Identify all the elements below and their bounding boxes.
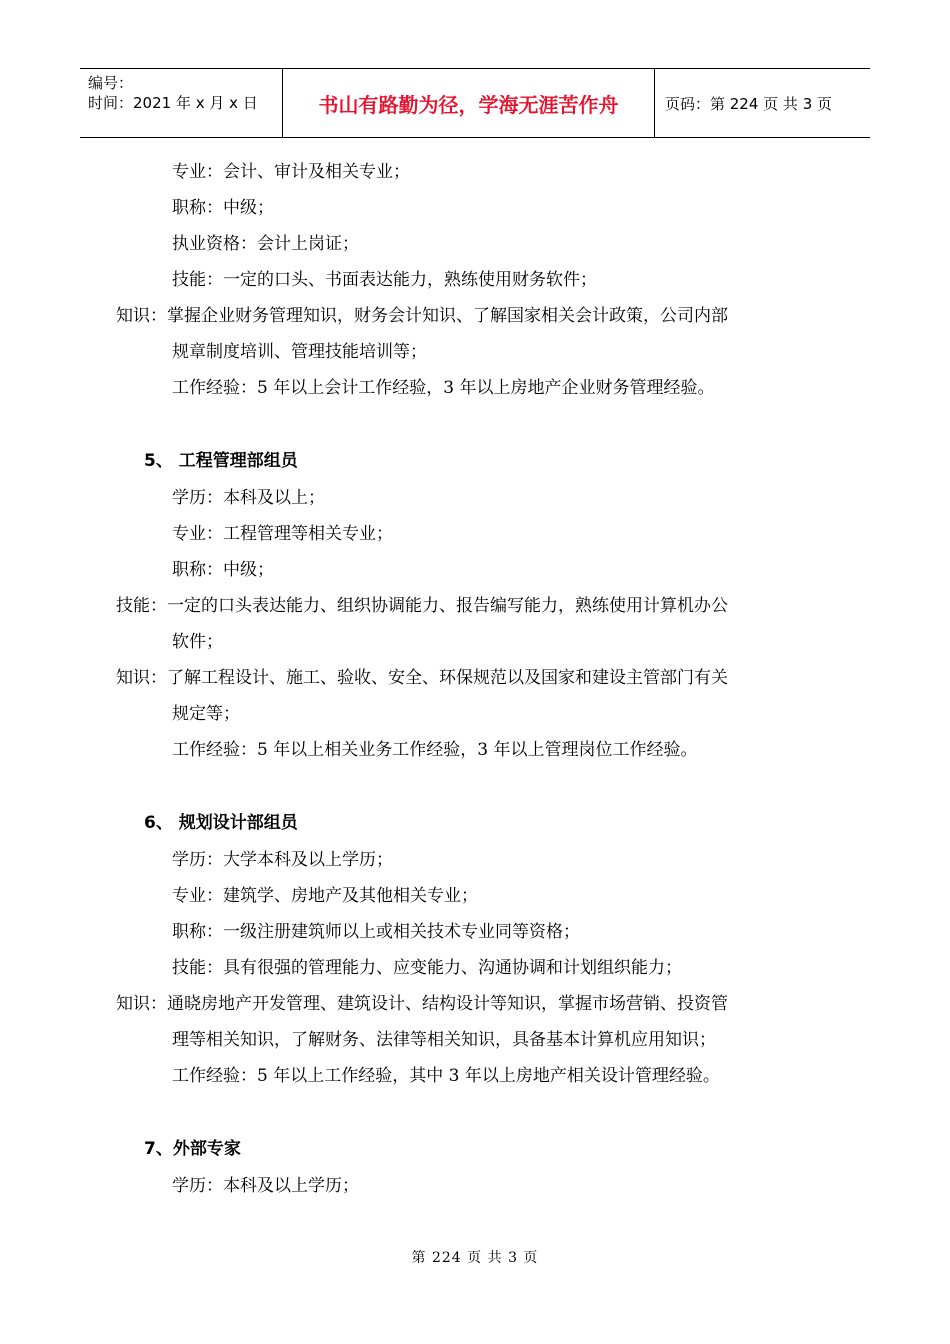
- body-line: 工作经验：5 年以上相关业务工作经验，3 年以上管理岗位工作经验。: [172, 740, 698, 760]
- header-motto: 书山有路勤为径，学海无涯苦作舟: [318, 92, 619, 117]
- body-line: 工作经验：5 年以上会计工作经验，3 年以上房地产企业财务管理经验。: [172, 378, 715, 398]
- doc-number-label: 编号：: [88, 74, 134, 92]
- header-page-label: 页码：第 224 页 共 3 页: [665, 94, 833, 113]
- body-line: 规定等；: [172, 704, 240, 724]
- body-line: 工作经验：5 年以上工作经验，其中 3 年以上房地产相关设计管理经验。: [172, 1066, 720, 1086]
- body-line: 知识：通晓房地产开发管理、建筑设计、结构设计等知识，掌握市场营销、投资管: [116, 994, 728, 1014]
- header-motto-cell: [283, 69, 655, 137]
- section-heading: 5、 工程管理部组员: [144, 451, 298, 471]
- body-line: 知识：掌握企业财务管理知识，财务会计知识、了解国家相关会计政策，公司内部: [116, 306, 728, 326]
- section-heading: 7、外部专家: [144, 1139, 241, 1159]
- body-line: 职称：中级；: [172, 560, 274, 580]
- body-line: 规章制度培训、管理技能培训等；: [172, 342, 427, 362]
- body-line: 学历：本科及以上学历；: [172, 1176, 359, 1196]
- body-line: 技能：一定的口头、书面表达能力，熟练使用财务软件；: [172, 270, 597, 290]
- body-line: 专业：会计、审计及相关专业；: [172, 162, 410, 182]
- doc-time-label: 时间：2021 年 x 月 x 日: [88, 94, 258, 112]
- section-heading: 6、 规划设计部组员: [144, 813, 298, 833]
- body-line: 学历：本科及以上；: [172, 488, 325, 508]
- page-footer: 第 224 页 共 3 页: [411, 1250, 539, 1266]
- header-meta: [80, 69, 283, 137]
- body-line: 学历：大学本科及以上学历；: [172, 850, 393, 870]
- body-line: 技能：一定的口头表达能力、组织协调能力、报告编写能力，熟练使用计算机办公: [116, 596, 728, 616]
- body-line: 职称：中级；: [172, 198, 274, 218]
- body-line: 技能：具有很强的管理能力、应变能力、沟通协调和计划组织能力；: [172, 958, 682, 978]
- body-line: 知识：了解工程设计、施工、验收、安全、环保规范以及国家和建设主管部门有关: [116, 668, 728, 688]
- body-line: 理等相关知识，了解财务、法律等相关知识，具备基本计算机应用知识；: [172, 1030, 716, 1050]
- body-line: 职称：一级注册建筑师以上或相关技术专业同等资格；: [172, 922, 580, 942]
- page-header: [80, 68, 870, 138]
- body-line: 专业：建筑学、房地产及其他相关专业；: [172, 886, 478, 906]
- body-line: 执业资格：会计上岗证；: [172, 234, 359, 254]
- body-line: 专业：工程管理等相关专业；: [172, 524, 393, 544]
- body-line: 软件；: [172, 632, 223, 652]
